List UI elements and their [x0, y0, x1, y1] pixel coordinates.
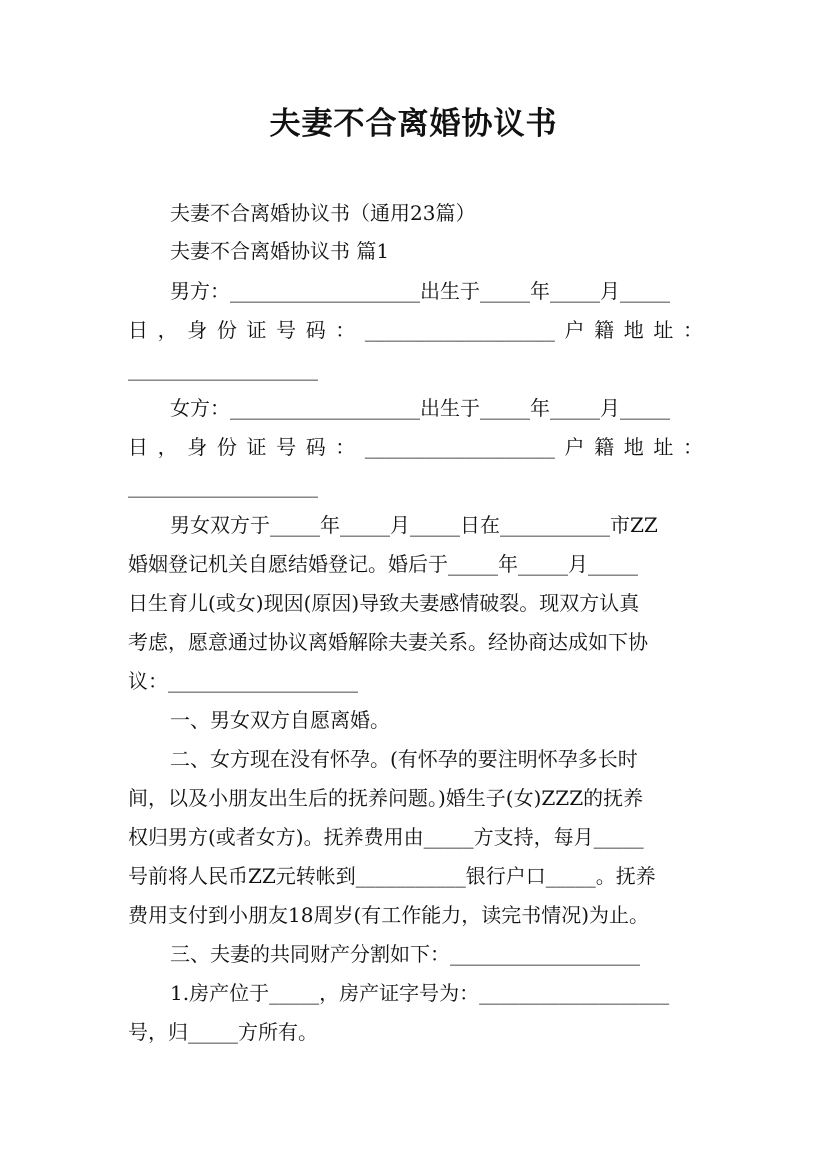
female-party-line: 女方：___________________出生于_____年_____月_____ [170, 396, 670, 420]
clause-2: 二、女方现在没有怀孕。(有怀孕的要注明怀孕多长时 [170, 747, 638, 771]
clause-3: 三、夫妻的共同财产分割如下：___________________ [170, 942, 640, 966]
male-id-line: 日，身份证号码：___________________户籍地址： [128, 318, 703, 342]
male-party-line: 男方：___________________出生于_____年_____月_____ [170, 279, 670, 303]
body-line: 考虑，愿意通过协议离婚解除夫妻关系。经协商达成如下协 [128, 630, 648, 654]
clause-2-line: 间，以及小朋友出生后的抚养问题。)婚生子(女)ZZZ的抚养 [128, 786, 644, 810]
subtitle-line: 夫妻不合离婚协议书（通用23篇） [170, 201, 476, 225]
clause-3-item-1: 1.房产位于_____，房产证字号为：___________________ [170, 981, 670, 1005]
document-title: 夫妻不合离婚协议书 [269, 106, 558, 142]
clause-2-line: 权归男方(或者女方)。抚养费用由_____方支持，每月_____ [128, 825, 644, 849]
body-line: 议：___________________ [128, 669, 358, 693]
section-heading: 夫妻不合离婚协议书 篇1 [170, 239, 390, 263]
body-line: 婚姻登记机关自愿结婚登记。婚后于_____年_____月_____ [128, 552, 638, 576]
clause-2-line: 号前将人民币ZZ元转帐到___________银行户口_____。抚养 [128, 864, 656, 888]
female-id-line: 日，身份证号码：___________________户籍地址： [128, 435, 703, 459]
female-address-line: ___________________ [128, 474, 318, 498]
body-line: 日生育儿(或女)现因(原因)导致夫妻感情破裂。现双方认真 [128, 591, 640, 615]
clause-3-item-1-line: 号，归_____方所有。 [128, 1020, 318, 1044]
male-address-line: ___________________ [128, 357, 318, 381]
clause-2-line: 费用支付到小朋友18周岁(有工作能力，读完书情况)为止。 [128, 903, 650, 927]
clause-1: 一、男女双方自愿离婚。 [170, 708, 390, 732]
body-line: 男女双方于_____年_____月_____日在___________市ZZ [170, 513, 658, 537]
